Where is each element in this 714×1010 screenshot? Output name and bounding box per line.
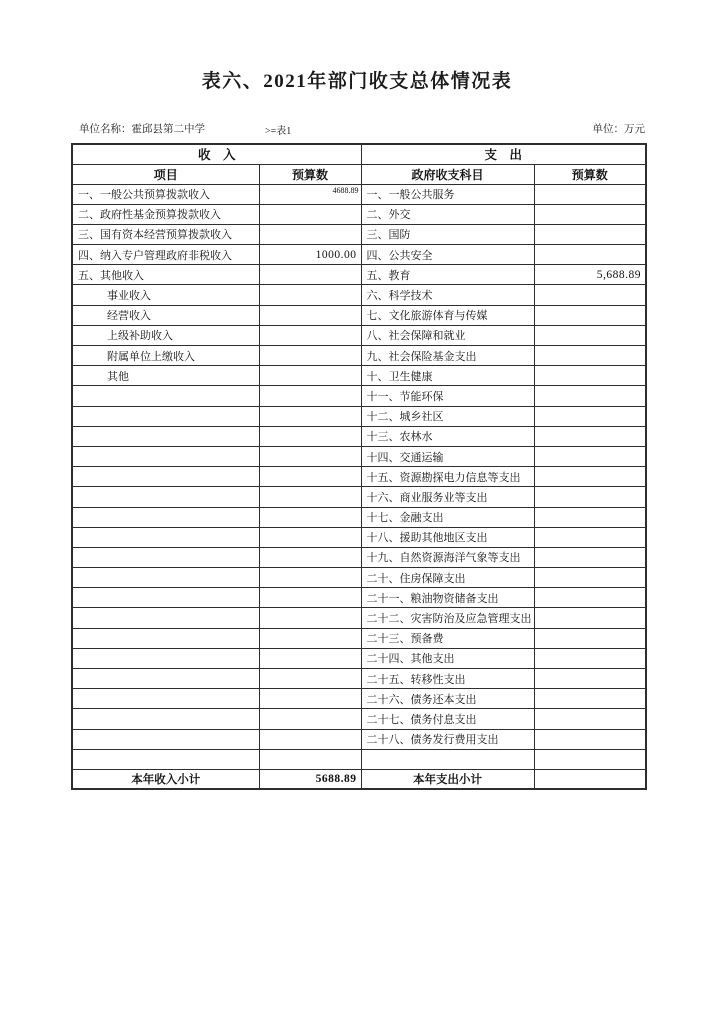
income-group-header: 收 入 [72,144,361,164]
expense-budget-cell: 5,688.89 [534,265,646,285]
expense-budget-cell [534,547,646,567]
table-row [72,568,646,588]
income-budget-cell [259,366,361,386]
income-item-cell: 经营收入 [72,305,259,325]
income-item-cell [72,568,259,588]
expense-budget-cell [534,669,646,689]
income-item-column-header: 项目 [72,164,259,184]
expense-budget-cell [534,406,646,426]
table-row [72,366,646,386]
income-item-cell: 三、国有资本经营预算拨款收入 [72,224,259,244]
expense-item-cell: 十二、城乡社区 [361,406,534,426]
table-row [72,346,646,366]
subtotal-row [72,769,646,789]
income-item-cell [72,547,259,567]
income-item-cell: 附属单位上缴收入 [72,346,259,366]
currency-unit-label: 单位：万元 [592,124,645,135]
expense-item-cell: 三、国防 [361,224,534,244]
income-item-cell [72,527,259,547]
income-budget-cell [259,446,361,466]
table-row [72,265,646,285]
expense-item-cell: 十八、援助其他地区支出 [361,527,534,547]
expense-subtotal-value [534,769,646,789]
income-item-cell [72,689,259,709]
income-budget-cell [259,709,361,729]
expense-budget-cell [534,588,646,608]
income-budget-cell [259,386,361,406]
expense-budget-cell [534,325,646,345]
expense-item-cell: 二十三、预备费 [361,628,534,648]
expense-budget-cell [534,245,646,265]
expense-item-cell: 十四、交通运输 [361,446,534,466]
income-budget-cell [259,689,361,709]
expense-budget-cell [534,689,646,709]
expense-budget-cell [534,749,646,769]
income-item-cell: 其他 [72,366,259,386]
income-item-cell [72,588,259,608]
expense-budget-cell [534,467,646,487]
expense-item-cell: 八、社会保障和就业 [361,325,534,345]
income-item-cell [72,628,259,648]
table-row [72,467,646,487]
income-item-cell [72,648,259,668]
income-budget-cell [259,265,361,285]
income-item-cell [72,709,259,729]
expense-item-cell: 五、教育 [361,265,534,285]
income-budget-cell [259,628,361,648]
table-row [72,547,646,567]
income-item-cell [72,467,259,487]
table-row [72,204,646,224]
table-row [72,184,646,204]
income-subtotal-label: 本年收入小计 [72,769,259,789]
income-budget-cell [259,305,361,325]
expense-item-cell: 十五、资源勘探电力信息等支出 [361,467,534,487]
expense-item-cell: 九、社会保险基金支出 [361,346,534,366]
expense-budget-cell [534,224,646,244]
expense-budget-cell [534,608,646,628]
table-row [72,669,646,689]
table-row [72,628,646,648]
expense-budget-cell [534,709,646,729]
expense-budget-cell [534,568,646,588]
income-item-cell [72,669,259,689]
meta-row [71,121,645,137]
expense-budget-cell [534,426,646,446]
expense-budget-cell [534,285,646,305]
table-row [72,608,646,628]
income-budget-column-header: 预算数 [259,164,361,184]
page-title: 表六、2021年部门收支总体情况表 [201,71,513,92]
expense-budget-cell [534,729,646,749]
expense-item-column-header: 政府收支科目 [361,164,534,184]
expense-item-cell: 二十八、债务发行费用支出 [361,729,534,749]
income-budget-cell [259,507,361,527]
income-budget-cell [259,467,361,487]
budget-table [71,143,647,790]
expense-item-cell: 七、文化旅游体育与传媒 [361,305,534,325]
expense-item-cell: 十七、金融支出 [361,507,534,527]
expense-budget-cell [534,527,646,547]
table-row [72,245,646,265]
expense-subtotal-label: 本年支出小计 [361,769,534,789]
table-row [72,386,646,406]
table-row [72,689,646,709]
expense-item-cell: 十九、自然资源海洋气象等支出 [361,547,534,567]
expense-item-cell: 二十四、其他支出 [361,648,534,668]
expense-item-cell: 二十二、灾害防治及应急管理支出 [361,608,534,628]
income-budget-cell [259,608,361,628]
expense-budget-cell [534,305,646,325]
expense-item-cell: 一、一般公共服务 [361,184,534,204]
income-budget-cell [259,487,361,507]
income-budget-cell: 1000.00 [259,245,361,265]
unit-name-label: 单位名称：霍邱县第二中学 [79,124,205,135]
expense-budget-cell [534,648,646,668]
table-row [72,325,646,345]
expense-group-header: 支 出 [361,144,646,164]
income-item-cell: 上级补助收入 [72,325,259,345]
expense-budget-cell [534,184,646,204]
table-row [72,648,646,668]
income-budget-cell [259,346,361,366]
table-row [72,588,646,608]
expense-item-cell: 二、外交 [361,204,534,224]
income-budget-cell [259,749,361,769]
table-row [72,729,646,749]
table-row [72,426,646,446]
income-item-cell [72,507,259,527]
income-budget-cell [259,527,361,547]
income-subtotal-value: 5688.89 [259,769,361,789]
table-row [72,224,646,244]
income-budget-cell: 4688.89 [259,184,361,204]
expense-item-cell: 十、卫生健康 [361,366,534,386]
income-budget-cell [259,568,361,588]
income-budget-cell [259,204,361,224]
income-budget-cell [259,426,361,446]
expense-budget-cell [534,446,646,466]
income-budget-cell [259,406,361,426]
income-item-cell [72,446,259,466]
table-row [72,446,646,466]
expense-budget-cell [534,204,646,224]
group-header-row [72,144,646,164]
expense-item-cell: 十六、商业服务业等支出 [361,487,534,507]
table-row [72,709,646,729]
income-item-cell [72,729,259,749]
table-reference-note: >=表1 [265,126,292,137]
expense-budget-cell [534,487,646,507]
expense-budget-cell [534,366,646,386]
income-item-cell [72,749,259,769]
expense-item-cell: 二十五、转移性支出 [361,669,534,689]
income-item-cell [72,426,259,446]
table-row [72,305,646,325]
expense-item-cell [361,749,534,769]
expense-budget-cell [534,386,646,406]
income-item-cell: 二、政府性基金预算拨款收入 [72,204,259,224]
income-budget-cell [259,224,361,244]
expense-budget-column-header: 预算数 [534,164,646,184]
table-row [72,507,646,527]
income-budget-cell [259,588,361,608]
income-budget-cell [259,325,361,345]
expense-item-cell: 二十六、债务还本支出 [361,689,534,709]
expense-item-cell: 二十、住房保障支出 [361,568,534,588]
expense-item-cell: 六、科学技术 [361,285,534,305]
income-item-cell: 事业收入 [72,285,259,305]
income-budget-cell [259,669,361,689]
income-item-cell [72,487,259,507]
income-item-cell [72,386,259,406]
income-budget-cell [259,729,361,749]
table-row [72,487,646,507]
expense-item-cell: 十一、节能环保 [361,386,534,406]
table-row [72,749,646,769]
column-header-row [72,164,646,184]
table-row [72,406,646,426]
expense-budget-cell [534,507,646,527]
income-item-cell: 五、其他收入 [72,265,259,285]
expense-item-cell: 四、公共安全 [361,245,534,265]
table-row [72,285,646,305]
expense-budget-cell [534,346,646,366]
income-item-cell [72,608,259,628]
income-budget-cell [259,547,361,567]
table-body [72,184,646,769]
income-budget-cell [259,285,361,305]
expense-item-cell: 十三、农林水 [361,426,534,446]
expense-item-cell: 二十七、债务付息支出 [361,709,534,729]
income-budget-cell [259,648,361,668]
expense-budget-cell [534,628,646,648]
expense-item-cell: 二十一、粮油物资储备支出 [361,588,534,608]
income-item-cell: 四、纳入专户管理政府非税收入 [72,245,259,265]
income-item-cell [72,406,259,426]
table-row [72,527,646,547]
income-item-cell: 一、一般公共预算拨款收入 [72,184,259,204]
